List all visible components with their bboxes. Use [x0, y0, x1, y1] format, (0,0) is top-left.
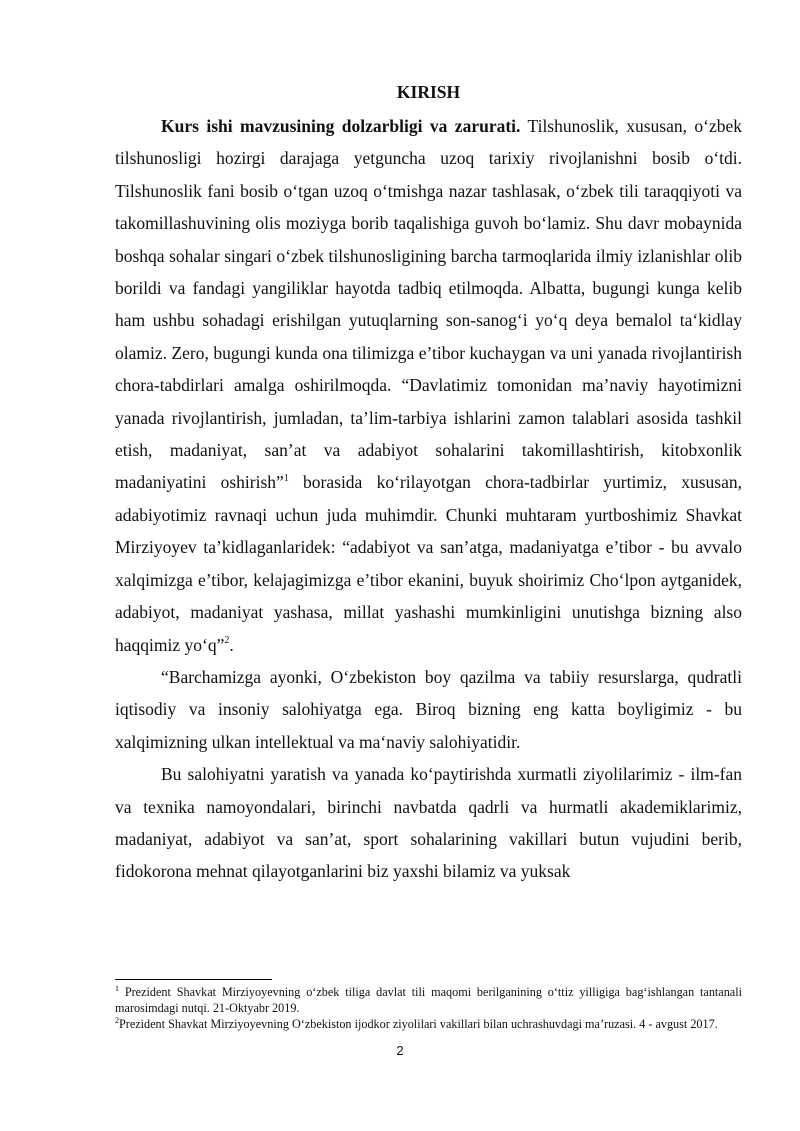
paragraph-lead: Kurs ishi mavzusining dolzarbligi va zarurati. [161, 116, 521, 136]
footnote-2-text: Prezident Shavkat Mirziyoyevning O‘zbekiston ijodkor ziyolilari vakillari bilan uchrashuvdagi ma’ruzasi. 4 - avgust 2017. [119, 1017, 718, 1031]
footnote-ref-1[interactable]: 1 [283, 472, 289, 484]
body-text [115, 110, 742, 888]
footnote-2 [115, 1016, 742, 1032]
paragraph-1-text-c: . [229, 634, 234, 655]
footnote-divider [115, 979, 272, 980]
footnotes [115, 984, 742, 1032]
paragraph-1-text-b: borasida ko‘rilayotgan chora-tadbirlar yurtimiz, xususan, adabiyotimiz ravnaqi uchun juda muhimdir. Chunki muhtaram yurtboshimiz Shavkat Mirziyoyev ta’kidlaganlaridek: “adabiyot va san’atga, madaniyatga e’tibor - bu avvalo xalqimizga e’tibor, kelajagimizga e’tibor ekanini, buyuk shoirimiz Cho‘lpon aytganidek, adabiyot, madaniyat yashasa, millat yashashi mumkinligini unutishga bizning also haqqimiz yo‘q” [115, 472, 742, 655]
paragraph-1 [115, 110, 742, 661]
footnote-ref-2[interactable]: 2 [224, 634, 230, 646]
paragraph-3: Bu salohiyatni yaratish va yanada ko‘paytirishda xurmatli ziyolilarimiz - ilm-fan va texnika namoyondalari, birinchi navbatda qadrli va hurmatli akademiklarimiz, madaniyat, adabiyot va san’at, sport sohalarining vakillari butun vujudini berib, fidokorona mehnat qilayotganlarini biz yaxshi bilamiz va yuksak [115, 764, 742, 882]
paragraph-1-text-a: Tilshunoslik, xususan, o‘zbek tilshunosligi hozirgi darajaga yetguncha uzoq tarixiy rivojlanishni bosib o‘tdi. Tilshunoslik fani bosib o‘tgan uzoq o‘tmishga nazar tashlasak, o‘zbek tili taraqqiyoti va takomillashuvining olis moziyga borib taqalishiga guvoh bo‘lamiz. Shu davr mobaynida boshqa sohalar singari o‘zbek tilshunosligining barcha tarmoqlarida ilmiy izlanishlar olib borildi va fandagi yangiliklar hayotda tadbiq etilmoqda. Albatta, bugungi kunga kelib ham ushbu sohadagi erishilgan yutuqlarning son-sanog‘i yo‘q deya bemalol ta‘kidlay olamiz. Zero, bugungi kunda ona tilimizga e’tibor kuchaygan va uni yanada rivojlantirish chora-tabdirlari amalga oshirilmoqda. “Davlatimiz tomonidan ma’naviy hayotimizni yanada rivojlantirish, jumladan, ta’lim-tarbiya ishlarini zamon talablari asosida tashkil etish, madaniyat, san’at va adabiyot sohalarini takomillashtirish, kitobxonlik madaniyatini oshirish” [115, 116, 742, 493]
footnote-mark-1: 1 [115, 983, 119, 993]
paragraph-2: “Barchamizga ayonki, O‘zbekiston boy qazilma va tabiiy resurslarga, qudratli iqtisodiy va insoniy salohiyatga ega. Biroq bizning eng katta boyligimiz - bu xalqimizning ulkan intellektual va ma‘naviy salohiyatidir. [115, 666, 742, 752]
page-title: KIRISH [396, 82, 461, 102]
footnote-1 [115, 984, 742, 1016]
page-number: 2 [396, 1043, 404, 1058]
footnote-mark-2: 2 [115, 1015, 119, 1025]
footnote-1-text: Prezident Shavkat Mirziyoyevning o‘zbek tiliga davlat tili maqomi berilganining o‘ttiz yilligiga bag‘ishlangan tantanali marosimdagi nutqi. 21-Oktyabr 2019. [115, 985, 742, 1015]
